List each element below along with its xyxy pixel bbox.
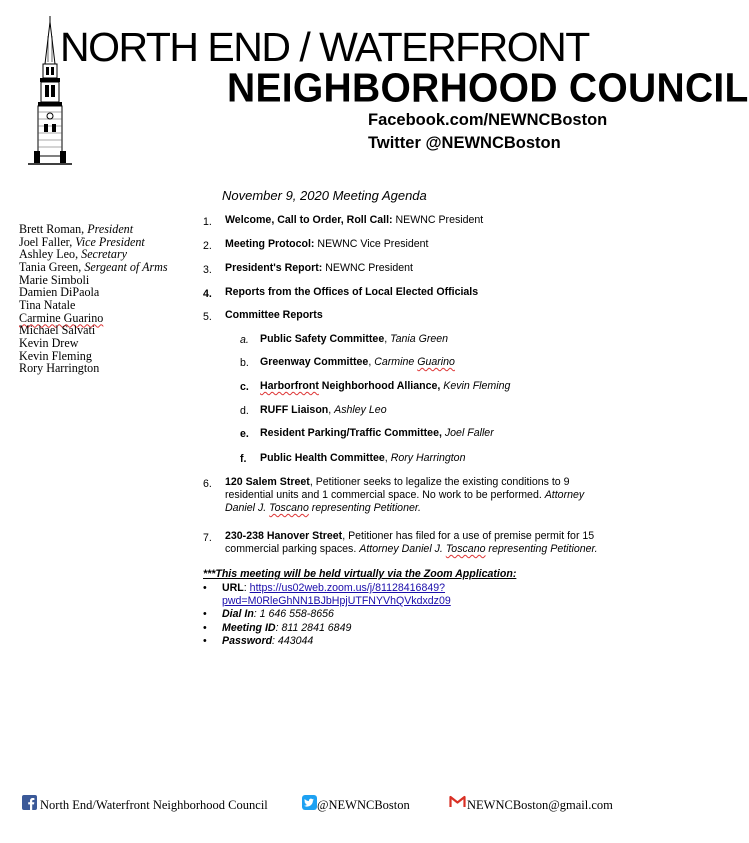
zoom-meeting-heading: ***This meeting will be held virtually via the Zoom Application:	[203, 568, 517, 580]
footer-email-link[interactable]: NEWNCBoston@gmail.com	[467, 798, 613, 812]
council-member: Carmine Guarino	[19, 310, 104, 325]
council-member: Brett Roman, President	[19, 222, 134, 236]
council-member: Kevin Drew	[19, 335, 79, 350]
council-member-list	[19, 223, 199, 375]
council-member: Marie Simboli	[19, 272, 90, 287]
gmail-icon	[449, 795, 466, 808]
footer-twitter-link[interactable]: @NEWNCBoston	[317, 798, 410, 812]
council-title-line2: NEIGHBORHOOD COUNCIL	[227, 65, 749, 112]
council-member: Rory Harrington	[19, 361, 100, 376]
agenda-date-title: November 9, 2020 Meeting Agenda	[222, 188, 427, 203]
footer-contacts	[0, 793, 653, 817]
footer-facebook-link[interactable]: North End/Waterfront Neighborhood Council	[40, 798, 268, 812]
council-member: Michael Salvati	[19, 323, 96, 338]
agenda-item-hanover-street: 7. 230-238 Hanover Street, Petitioner has filed for a use of premise permit for 15 commercial parking spaces. Attorney Daniel J. Toscano representing Petitioner.	[203, 530, 598, 555]
agenda-item-salem-street: 6. 120 Salem Street, Petitioner seeks to legalize the existing conditions to 9 residential units and 1 commercial space. No work to be performed. Attorney Daniel J. Toscano representing Petitioner.	[203, 476, 585, 514]
council-member: Tania Green, Sergeant of Arms	[19, 259, 168, 274]
council-title-line1: NORTH END / WATERFRONT	[60, 24, 589, 70]
council-member: Joel Faller, Vice President	[19, 234, 145, 249]
council-member: Tina Natale	[19, 297, 76, 312]
council-member: Damien DiPaola	[19, 285, 100, 300]
zoom-meeting-link-continued[interactable]: pwd=M0RleGhNN1BJbHpjUTFNYVhQVkdxdz09	[222, 595, 451, 607]
twitter-handle: Twitter @NEWNCBoston	[368, 134, 561, 152]
twitter-icon	[302, 795, 317, 810]
council-member: Kevin Fleming	[19, 348, 92, 363]
zoom-meeting-link[interactable]: https://us02web.zoom.us/j/81128416849?	[249, 582, 446, 594]
facebook-icon	[22, 795, 37, 810]
council-member: Ashley Leo, Secretary	[19, 247, 128, 262]
facebook-handle: Facebook.com/NEWNCBoston	[368, 111, 608, 129]
